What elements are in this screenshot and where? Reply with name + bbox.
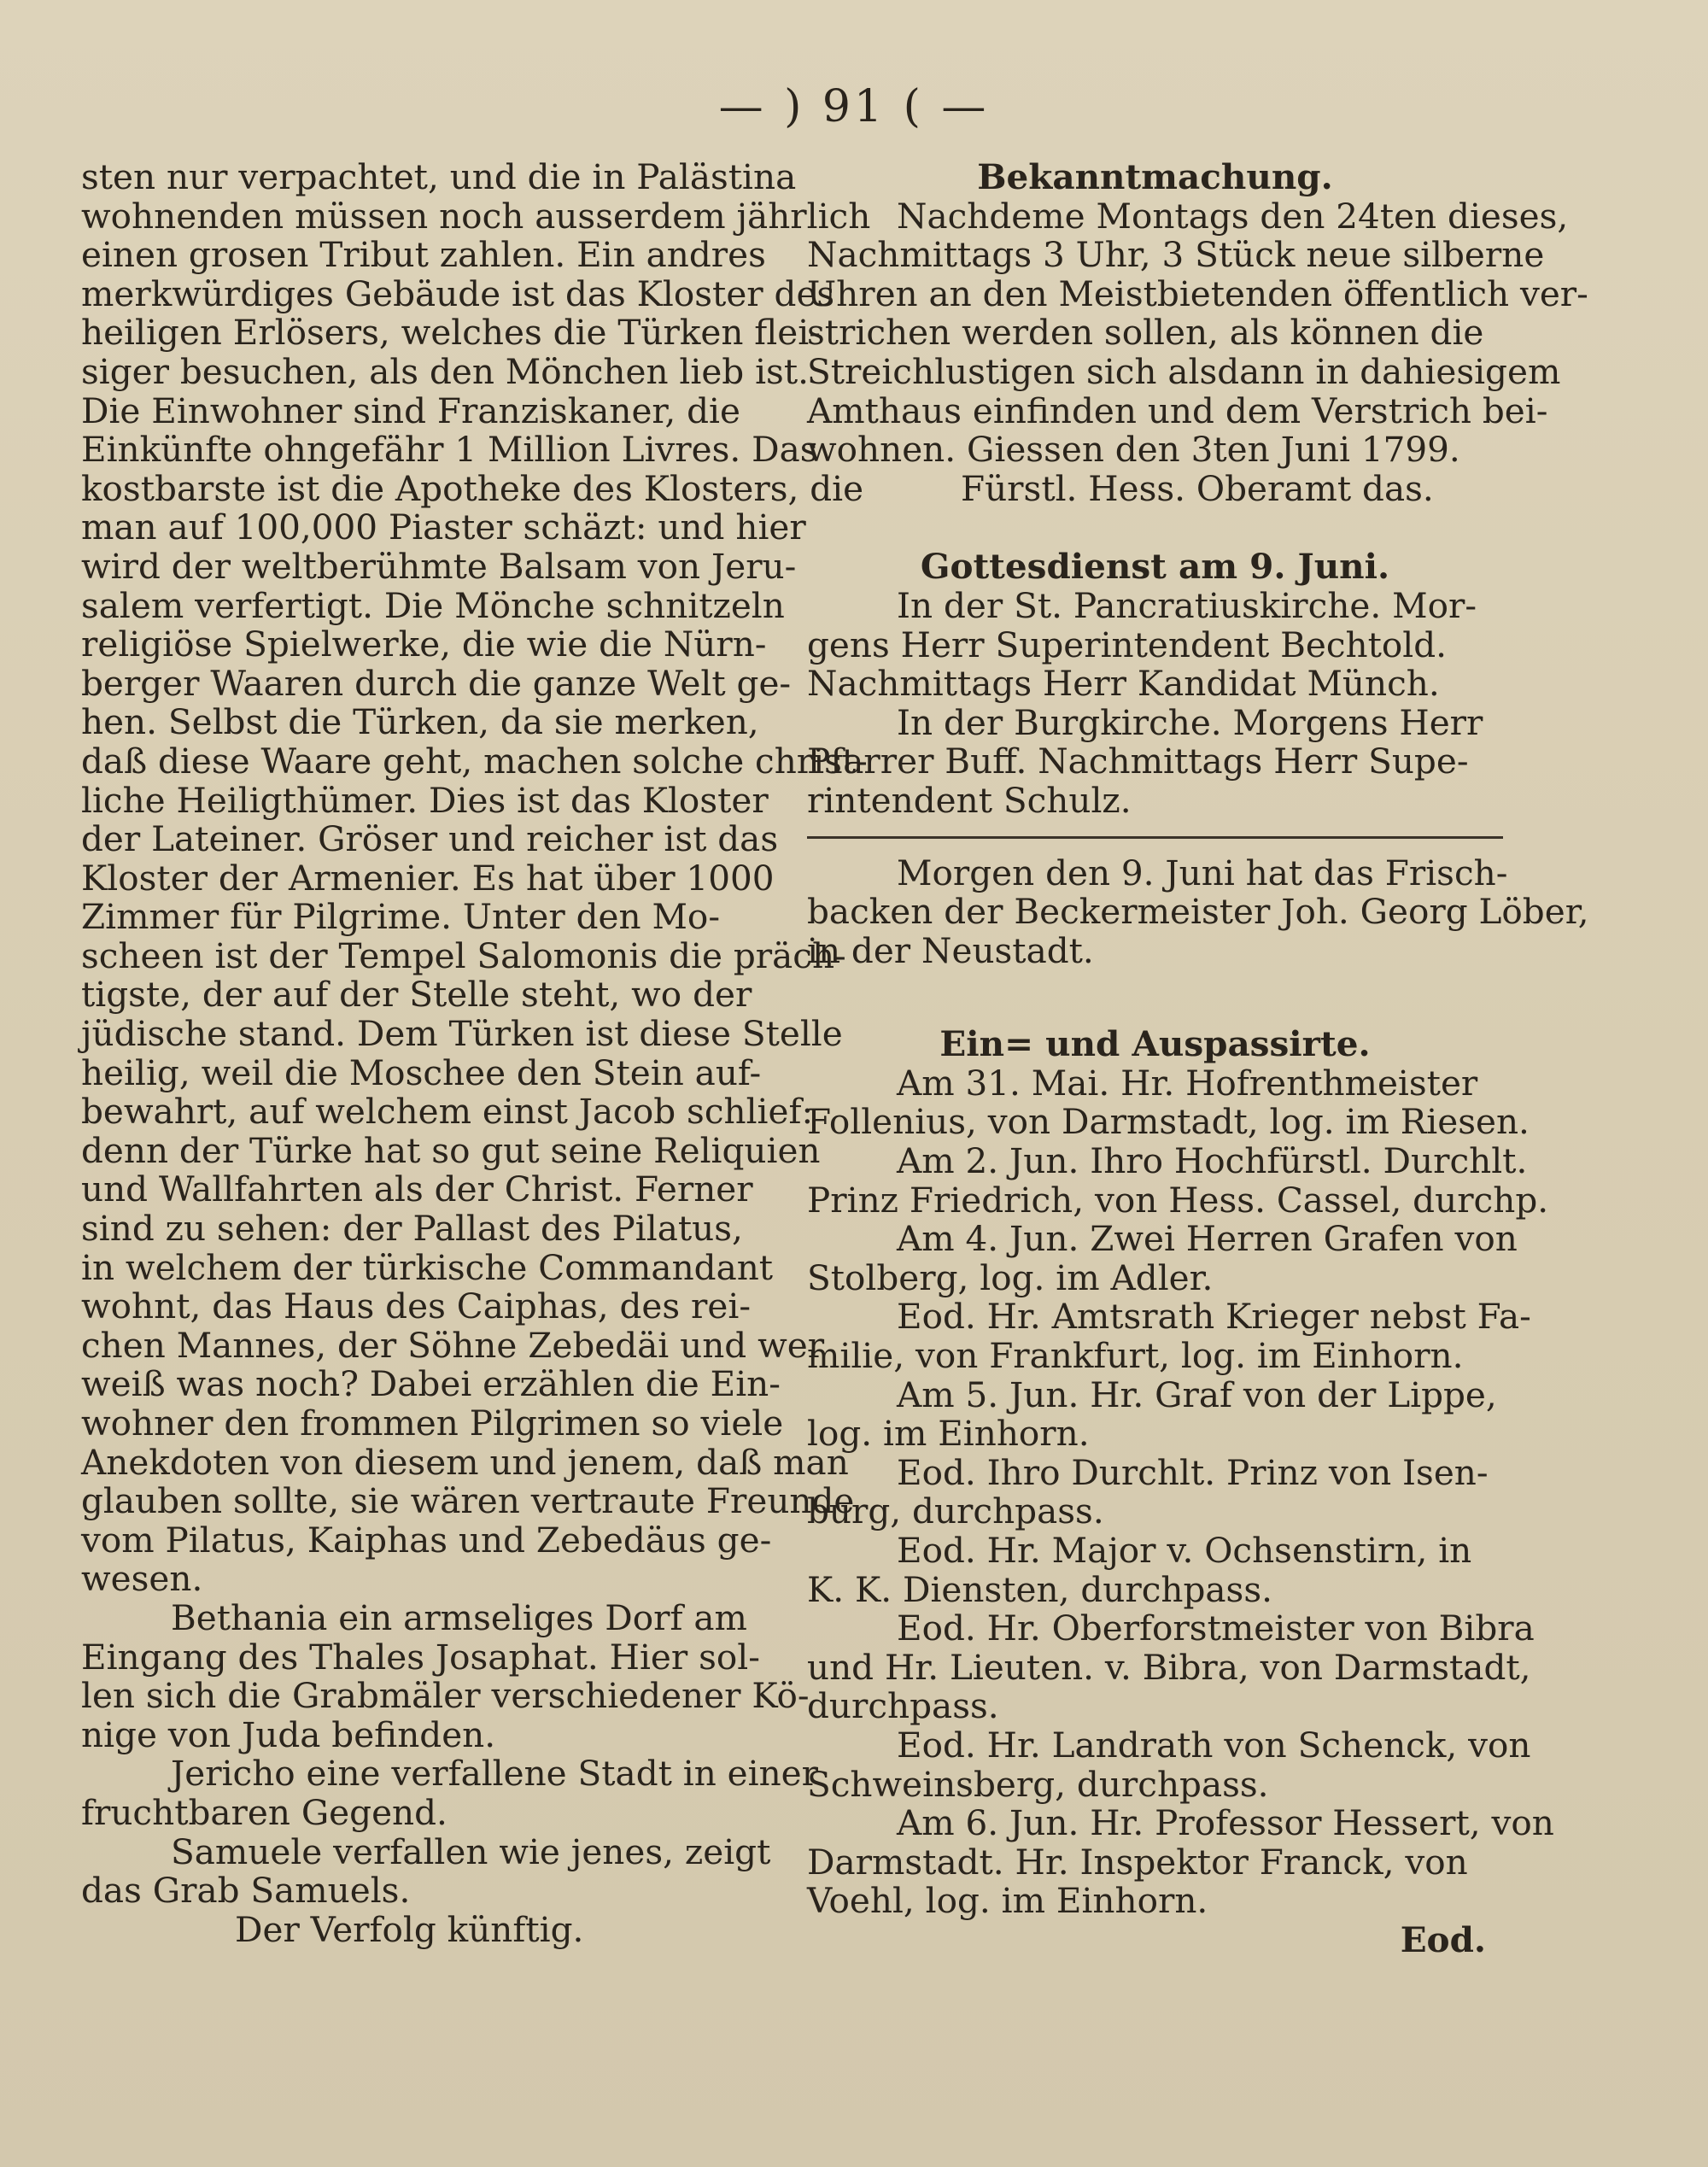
text-line: In der Burgkirche. Morgens Herr	[897, 701, 1483, 743]
text-line: gens Herr Superintendent Bechtold.	[807, 624, 1447, 665]
text-line: Eingang des Thales Josaphat. Hier sol-	[81, 1636, 760, 1678]
text-line: bewahrt, auf welchem einst Jacob schlief:	[81, 1091, 814, 1133]
text-line: heilig, weil die Moschee den Stein auf-	[81, 1051, 762, 1093]
text-line: Follenius, von Darmstadt, log. im Riesen.	[807, 1101, 1530, 1143]
text-line: kostbarste ist die Apotheke des Klosters, die	[81, 467, 864, 509]
text-line: in welchem der türkische Commandant	[81, 1246, 774, 1288]
text-line: Anekdoten von diesem und jenem, daß man	[81, 1441, 849, 1483]
text-line: sind zu sehen: der Pallast des Pilatus,	[81, 1208, 743, 1250]
text-line: man auf 100,000 Piaster schäzt: und hier	[81, 507, 806, 548]
text-line: burg, durchpass.	[807, 1491, 1104, 1532]
text-line: wohner den frommen Pilgrimen so viele	[81, 1403, 784, 1444]
text-line: Jericho eine verfallene Stadt in einer	[171, 1753, 819, 1795]
text-line: Die Einwohner sind Franziskaner, die	[81, 389, 740, 431]
text-line: In der St. Pancratiuskirche. Mor-	[897, 584, 1477, 626]
text-line: Eod. Hr. Amtsrath Krieger nebst Fa-	[897, 1296, 1531, 1338]
text-line: merkwürdiges Gebäude ist das Kloster des	[81, 272, 835, 314]
text-line: Am 4. Jun. Zwei Herren Grafen von	[897, 1218, 1518, 1260]
text-line: einen grosen Tribut zahlen. Ein andres	[81, 234, 766, 276]
text-line: berger Waaren durch die ganze Welt ge-	[81, 662, 792, 704]
text-line: Schweinsberg, durchpass.	[807, 1763, 1269, 1805]
text-line: wohnen. Giessen den 3ten Juni 1799.	[807, 429, 1460, 471]
text-line: wohnt, das Haus des Caiphas, des rei-	[81, 1286, 752, 1327]
text-line: strichen werden sollen, als können die	[807, 312, 1484, 354]
text-line: religiöse Spielwerke, die wie die Nürn-	[81, 624, 767, 665]
text-line: Am 6. Jun. Hr. Professor Hessert, von	[897, 1802, 1554, 1844]
text-line: rintendent Schulz.	[807, 779, 1132, 821]
section-divider	[807, 836, 1503, 839]
text-line: K. K. Diensten, durchpass.	[807, 1568, 1272, 1610]
text-line: Stolberg, log. im Adler.	[807, 1256, 1214, 1298]
text-line: durchpass.	[807, 1685, 999, 1727]
text-line: Zimmer für Pilgrime. Unter den Mo-	[81, 896, 721, 938]
text-line: wohnenden müssen noch ausserdem jährlich	[81, 195, 871, 237]
continuation-note: Der Verfolg künftig.	[235, 1908, 584, 1950]
text-line: Amthaus einfinden und dem Verstrich bei-	[807, 389, 1548, 431]
text-line: vom Pilatus, Kaiphas und Zebedäus ge-	[81, 1519, 772, 1561]
text-line: Nachmittags Herr Kandidat Münch.	[807, 663, 1440, 705]
text-line: len sich die Grabmäler verschiedener Kö-	[81, 1675, 810, 1717]
text-line: weiß was noch? Dabei erzählen die Ein-	[81, 1363, 781, 1405]
text-line: Prinz Friedrich, von Hess. Cassel, durchp.	[807, 1179, 1549, 1221]
text-line: log. im Einhorn.	[807, 1413, 1090, 1455]
text-line: Samuele verfallen wie jenes, zeigt	[171, 1830, 771, 1872]
text-line: Voehl, log. im Einhorn.	[807, 1880, 1208, 1922]
text-line: das Grab Samuels.	[81, 1870, 411, 1912]
text-line: denn der Türke hat so gut seine Reliquien	[81, 1129, 821, 1171]
text-line: sten nur verpachtet, und die in Palästina	[81, 156, 797, 197]
text-line: Am 31. Mai. Hr. Hofrenthmeister	[897, 1062, 1478, 1104]
text-line: Streichlustigen sich alsdann in dahiesigem	[807, 350, 1561, 392]
text-line: milie, von Frankfurt, log. im Einhorn.	[807, 1335, 1464, 1377]
text-line: Bethania ein armseliges Dorf am	[171, 1596, 747, 1638]
text-line: daß diese Waare geht, machen solche christ-	[81, 740, 868, 782]
text-line: chen Mannes, der Söhne Zebedäi und wer	[81, 1324, 825, 1366]
text-line: jüdische stand. Dem Türken ist diese Stelle	[81, 1013, 843, 1055]
text-line: der Lateiner. Gröser und reicher ist das	[81, 818, 779, 860]
text-line: und Wallfahrten als der Christ. Ferner	[81, 1168, 753, 1210]
catchword: Eod.	[1400, 1918, 1486, 1960]
text-line: Eod. Hr. Major v. Ochsenstirn, in	[897, 1530, 1472, 1571]
text-line: Eod. Hr. Oberforstmeister von Bibra	[897, 1608, 1535, 1649]
text-line: scheen ist der Tempel Salomonis die präch-	[81, 934, 846, 976]
section-heading: Gottesdienst am 9. Juni.	[920, 546, 1390, 588]
signature: Fürstl. Hess. Oberamt das.	[961, 467, 1434, 509]
text-line: salem verfertigt. Die Mönche schnitzeln	[81, 584, 785, 626]
text-line: wesen.	[81, 1558, 203, 1600]
text-line: Uhren an den Meistbietenden öffentlich ver-	[807, 272, 1588, 314]
text-line: liche Heiligthümer. Dies ist das Kloster	[81, 779, 769, 821]
text-line: Am 2. Jun. Ihro Hochfürstl. Durchlt.	[897, 1140, 1528, 1182]
text-line: Eod. Ihro Durchlt. Prinz von Isen-	[897, 1451, 1489, 1493]
text-line: Pfarrer Buff. Nachmittags Herr Supe-	[807, 741, 1469, 782]
text-line: fruchtbaren Gegend.	[81, 1791, 447, 1833]
text-line: Darmstadt. Hr. Inspektor Franck, von	[807, 1841, 1468, 1883]
text-line: Kloster der Armenier. Es hat über 1000	[81, 857, 775, 899]
section-heading: Bekanntmachung.	[977, 156, 1333, 197]
text-line: Einkünfte ohngefähr 1 Million Livres. Das	[81, 429, 818, 471]
text-line: backen der Beckermeister Joh. Georg Löber,	[807, 891, 1589, 933]
text-line: Am 5. Jun. Hr. Graf von der Lippe,	[897, 1373, 1497, 1415]
text-line: hen. Selbst die Türken, da sie merken,	[81, 701, 759, 743]
text-line: heiligen Erlösers, welches die Türken flei-	[81, 312, 821, 354]
left-column	[81, 156, 871, 1950]
right-column	[807, 156, 1589, 1960]
text-line: Morgen den 9. Juni hat das Frisch-	[897, 852, 1508, 893]
text-line: nige von Juda befinden.	[81, 1713, 496, 1755]
page-number: — ) 91 ( —	[718, 81, 990, 132]
text-line: Eod. Hr. Landrath von Schenck, von	[897, 1724, 1531, 1766]
section-heading: Ein= und Auspassirte.	[939, 1023, 1371, 1065]
text-line: Nachmittags 3 Uhr, 3 Stück neue silberne	[807, 234, 1545, 276]
text-line: glauben sollte, sie wären vertraute Freunde	[81, 1480, 855, 1522]
text-line: siger besuchen, als den Mönchen lieb ist.	[81, 350, 809, 392]
text-line: in der Neustadt.	[807, 929, 1094, 971]
text-line: und Hr. Lieuten. v. Bibra, von Darmstadt,	[807, 1646, 1531, 1688]
text-line: wird der weltberühmte Balsam von Jeru-	[81, 545, 797, 587]
text-line: Nachdeme Montags den 24ten dieses,	[897, 195, 1569, 237]
text-line: tigste, der auf der Stelle steht, wo der	[81, 974, 752, 1016]
